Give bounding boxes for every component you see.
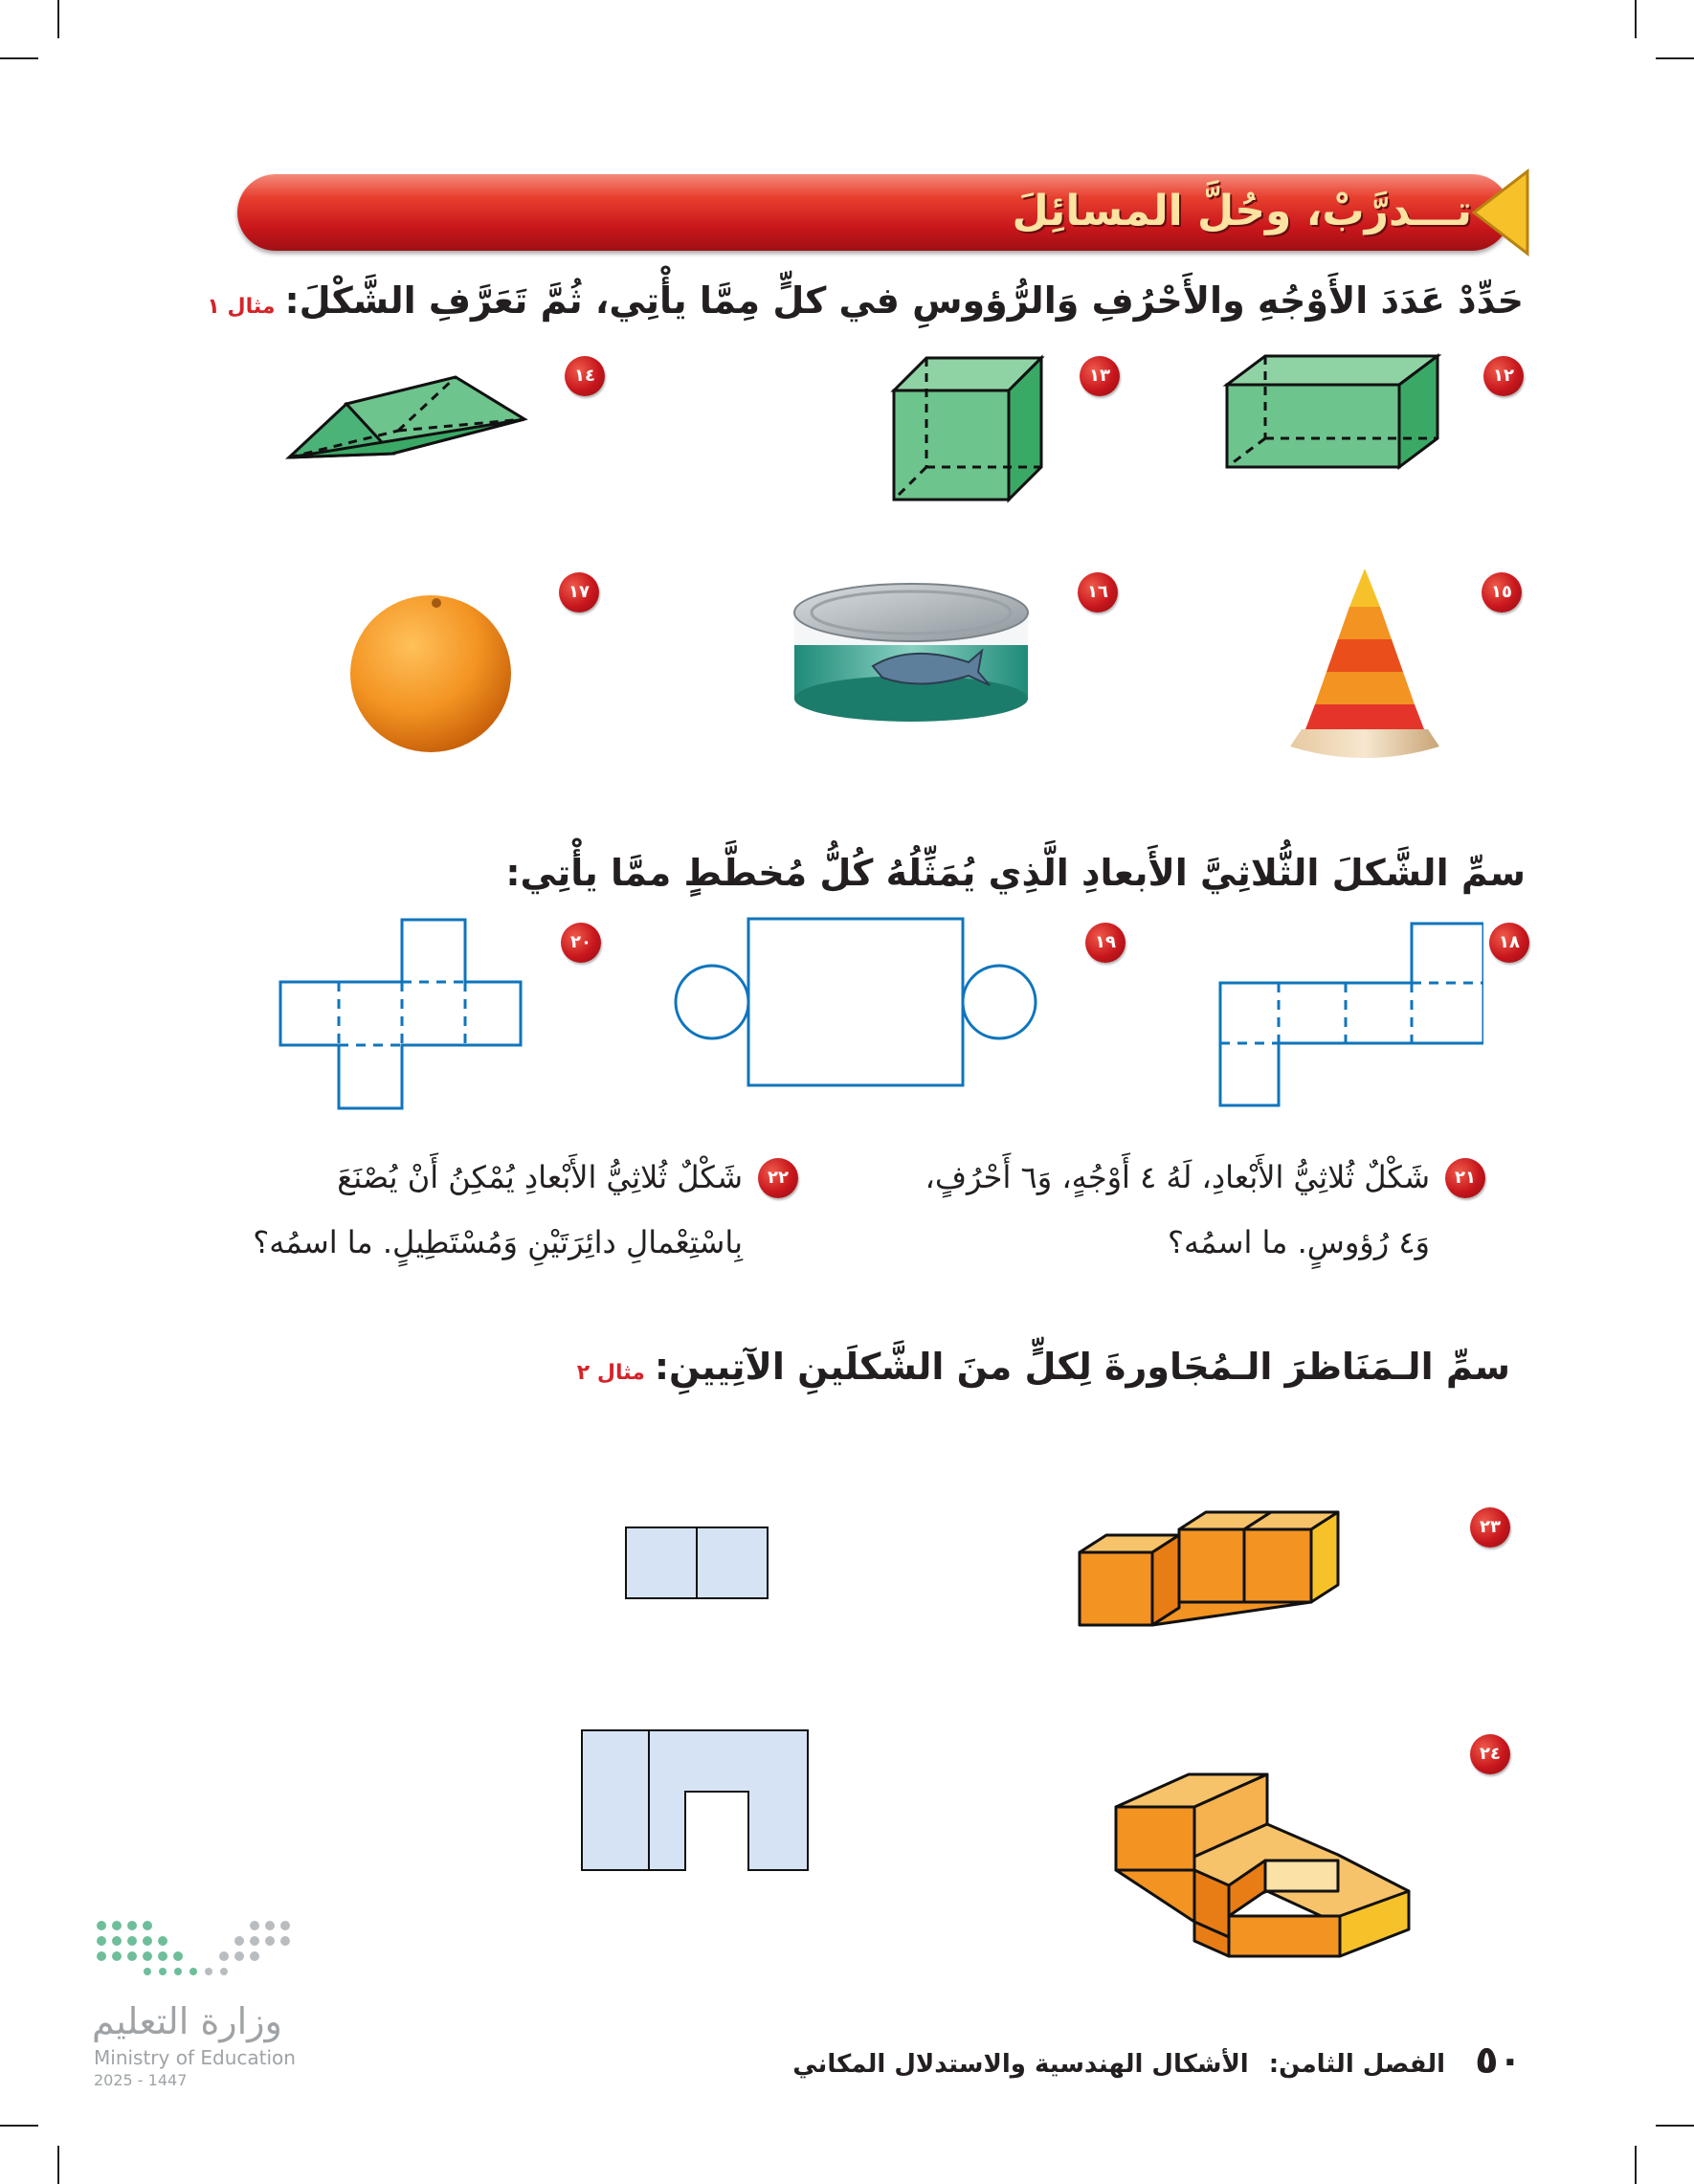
crop-mark <box>57 0 59 38</box>
question-21-text <box>894 1145 1430 1275</box>
question-number-17: ١٧ <box>559 572 599 613</box>
crop-mark <box>1635 0 1637 38</box>
question-22-line-2: بِاسْتِعْمالِ دائِرَتَيْنِ وَمُسْتَطِيلٍ. ما اسمُه؟ <box>253 1224 743 1260</box>
crop-mark <box>0 57 38 59</box>
instruction-name-views <box>577 1346 1510 1388</box>
ministry-logo-icon <box>92 1916 302 1996</box>
tuna-can-figure <box>787 574 1036 727</box>
example-ref-1: مثال ١ <box>207 295 276 319</box>
instruction-text: سمِّ الـمَنَاظرَ الـمُجَاورةَ لِكلٍّ منَ الشَّكلَينِ الآتِيينِ: <box>654 1346 1510 1388</box>
question-22-line-1: شَكْلٌ ثُلاثِيُّ الأَبْعادِ يُمْكِنُ أَنْ يُصْنَعَ <box>337 1159 743 1195</box>
section-title: تـــدرَّبْ، وحُلَّ المسائِلَ <box>1012 187 1472 235</box>
instruction-faces-edges <box>207 279 1524 322</box>
view-figure-23 <box>624 1526 769 1600</box>
net-figure-19 <box>674 915 1041 1089</box>
question-number-23: ٢٣ <box>1470 1507 1510 1548</box>
net-figure-18 <box>1215 919 1483 1110</box>
question-number-21: ٢١ <box>1445 1158 1485 1198</box>
rectangular-prism-figure <box>1215 345 1464 479</box>
footer-chapter <box>792 2050 1445 2079</box>
crop-mark <box>0 2125 38 2127</box>
cube-solid-figure-23 <box>1076 1508 1348 1629</box>
question-number-14: ١٤ <box>565 356 605 396</box>
ministry-year: 2025 - 1447 <box>94 2071 188 2089</box>
question-21-line-2: وَ٤ رُؤوسٍ. ما اسمُه؟ <box>1168 1224 1430 1260</box>
instruction-name-net: سمِّ الشَّكلَ الثُّلاثِيَّ الأَبعادِ الَّذِي يُمَثِّلُهُ كُلُّ مُخطَّطٍ ممَّا يأْتِي: <box>505 852 1526 894</box>
cube-solid-figure-24 <box>1112 1769 1418 1958</box>
orange-fruit-figure <box>345 588 517 756</box>
cube-figure <box>882 346 1051 509</box>
question-number-19: ١٩ <box>1085 923 1126 963</box>
example-ref-2: مثال ٢ <box>576 1361 645 1385</box>
question-21-line-1: شَكْلٌ ثُلاثِيُّ الأَبْعادِ، لَهُ ٤ أَوْجُهٍ، وَ٦ أَحْرُفٍ، <box>925 1159 1430 1195</box>
ministry-name-arabic: وزارة التعليم <box>92 2000 282 2042</box>
crop-mark <box>1635 2146 1637 2184</box>
question-number-24: ٢٤ <box>1470 1734 1510 1774</box>
instruction-text: حَدِّدْ عَدَدَ الأَوْجُهِ والأَحْرُفِ وَالرُّؤوسِ في كلٍّ مِمَّا يأْتِي، ثُمَّ تَعَرَّفِ الشَّكْلَ: <box>284 279 1524 322</box>
triangular-prism-figure <box>279 371 528 467</box>
footer-chapter-title: الأشكال الهندسية والاستدلال المكاني <box>792 2050 1249 2079</box>
ministry-name-english: Ministry of Education <box>94 2046 296 2069</box>
net-figure-20 <box>278 917 526 1112</box>
banner-arrow-icon <box>1472 167 1529 257</box>
page-number: ٥٠ <box>1475 2039 1522 2083</box>
crop-mark <box>1656 2125 1694 2127</box>
question-number-16: ١٦ <box>1078 572 1118 613</box>
question-number-18: ١٨ <box>1489 923 1529 963</box>
question-number-12: ١٢ <box>1483 356 1524 396</box>
question-number-15: ١٥ <box>1482 572 1522 613</box>
crop-mark <box>1656 57 1694 59</box>
crop-mark <box>57 2146 59 2184</box>
question-number-13: ١٣ <box>1080 356 1120 396</box>
question-22-text <box>207 1145 743 1275</box>
view-figure-24 <box>580 1728 810 1872</box>
question-number-22: ٢٢ <box>758 1158 798 1198</box>
cone-toy-figure <box>1281 565 1449 766</box>
footer-chapter-label: الفصل الثامن: <box>1268 2050 1445 2079</box>
question-number-20: ٢٠ <box>561 923 601 963</box>
